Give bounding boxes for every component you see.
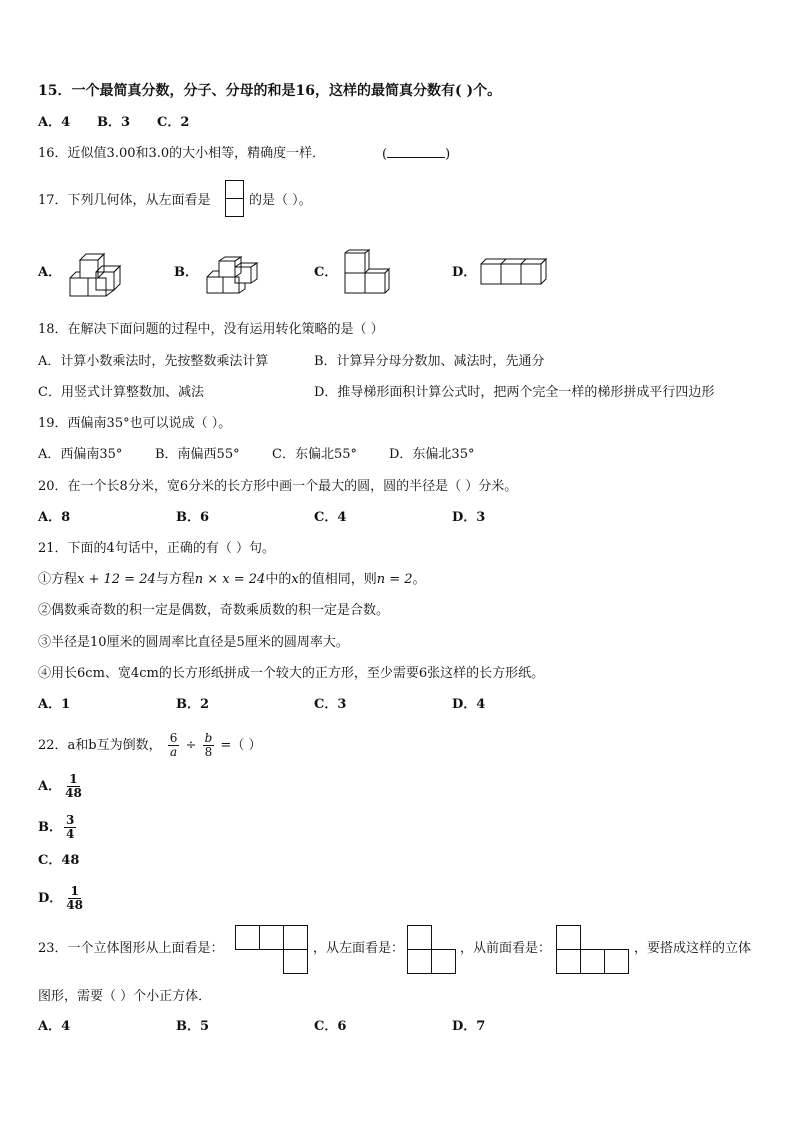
q22-option-b-numerator: 3: [66, 813, 75, 827]
q21-s1-part-a: ①方程: [38, 572, 78, 587]
q22-option-d-denominator: 48: [66, 898, 83, 912]
q16-answer-blank[interactable]: [382, 145, 450, 164]
q22-option-a-denominator: 48: [65, 786, 82, 800]
q17-option-d-label[interactable]: D．: [452, 265, 477, 280]
q21-s4-part-a: ④用长: [38, 666, 78, 681]
q22-f2-denominator: 8: [204, 745, 213, 759]
q16-stem: 16．近似值3.00和3.0的大小相等，精确度一样．: [38, 146, 326, 161]
q22-stem: [38, 732, 261, 759]
q21-option-d[interactable]: D．4: [452, 697, 486, 712]
q21-option-a[interactable]: A．1: [38, 697, 71, 712]
q16-paren-open: (: [382, 147, 388, 162]
q19-option-a[interactable]: A．西偏南35°: [38, 447, 123, 462]
q21-s4-unit-2: 4cm: [130, 666, 159, 681]
q18-option-b[interactable]: B．计算异分母分数加、减法时，先通分: [314, 354, 545, 369]
q21-option-b[interactable]: B．2: [176, 697, 210, 712]
q23-stem-part-2: ，从左面看是：: [313, 941, 405, 956]
q19-stem: 19．西偏南35°也可以说成（ ）。: [38, 416, 232, 431]
q22-option-a-fraction: [63, 773, 84, 800]
q22-operator: ÷: [185, 738, 197, 753]
q21-s1-variable: x: [291, 572, 299, 587]
q17-option-a-label[interactable]: A．: [38, 265, 62, 280]
q23-stem-part-4: ，要搭成这样的立体: [634, 941, 752, 956]
q21-s4-unit-1: 6cm: [77, 666, 105, 681]
q21-statement-4: [38, 665, 544, 683]
q19-option-c[interactable]: C．东偏北55°: [272, 447, 357, 462]
q23-stem-part-3: ，从前面看是：: [460, 941, 552, 956]
q22-option-b[interactable]: [38, 814, 78, 841]
q23-stem-part-1: 23．一个立体图形从上面看是：: [38, 941, 224, 956]
q20-option-a[interactable]: A．8: [38, 510, 71, 525]
q18-stem: 18．在解决下面问题的过程中，没有运用转化策略的是（ ）: [38, 322, 384, 337]
q21-s1-part-e: 。: [412, 572, 426, 587]
q20-option-d[interactable]: D．3: [452, 510, 486, 525]
q19-option-b[interactable]: B．南偏西55°: [155, 447, 240, 462]
q17-option-b-label[interactable]: B．: [174, 265, 198, 280]
q20-stem: 20．在一个长8分米，宽6分米的长方形中画一个最大的圆，圆的半径是（ ）分米。: [38, 479, 518, 494]
q22-f2-numerator: b: [204, 731, 213, 745]
q21-s1-equation-1: x + 12 = 24: [77, 572, 156, 587]
q20-option-c[interactable]: C．4: [314, 510, 347, 525]
q22-f1-numerator: 6: [169, 731, 178, 745]
q21-statement-3: ③半径是10厘米的圆周率比直径是5厘米的圆周率大。: [38, 635, 349, 650]
q22-option-d-fraction: [64, 885, 85, 912]
q21-s4-part-c: 的长方形纸拼成一个较大的正方形，至少需要6张这样的长方形纸。: [158, 666, 545, 681]
q16-blank-line[interactable]: [387, 145, 445, 158]
q21-s4-part-b: 、宽: [104, 666, 131, 681]
q23-top-view-figure: [235, 925, 309, 975]
q22-option-a-numerator: 1: [69, 772, 78, 786]
q21-stem: 21．下面的4句话中，正确的有（ ）句。: [38, 541, 275, 556]
q23-option-a[interactable]: A．4: [38, 1019, 71, 1034]
q21-statement-1: [38, 571, 426, 589]
q21-statement-2: ②偶数乘奇数的积一定是偶数，奇数乘质数的积一定是合数。: [38, 603, 390, 618]
q17-option-b-figure[interactable]: [205, 255, 257, 297]
q22-suffix: =（ ）: [220, 738, 262, 753]
q23-option-c[interactable]: C．6: [314, 1019, 347, 1034]
q15-option-a[interactable]: A．4: [38, 115, 71, 130]
q15-stem: 15．一个最简真分数，分子、分母的和是16，这样的最简真分数有( )个。: [38, 83, 502, 99]
q19-option-d[interactable]: D．东偏北35°: [389, 447, 475, 462]
q21-option-c[interactable]: C．3: [314, 697, 347, 712]
q22-f1-denominator: a: [170, 745, 178, 759]
q23-left-view-figure: [407, 925, 457, 975]
q23-option-b[interactable]: B．5: [176, 1019, 210, 1034]
q17-stem-suffix: 的是（ ）。: [249, 193, 312, 208]
q15-option-b[interactable]: B．3: [97, 115, 131, 130]
q17-stem-prefix: 17．下列几何体，从左面看是: [38, 193, 211, 208]
q22-option-d-numerator: 1: [70, 884, 79, 898]
q22-option-b-label: B．: [38, 820, 62, 835]
q22-option-b-denominator: 4: [66, 827, 75, 841]
q17-left-view-figure: [225, 180, 245, 218]
q21-s1-equation-2: n × x = 24: [194, 572, 266, 587]
q18-option-c[interactable]: C．用竖式计算整数加、减法: [38, 385, 204, 400]
q21-s1-part-d: 的值相同，则: [298, 572, 377, 587]
q23-option-d[interactable]: D．7: [452, 1019, 486, 1034]
q20-option-b[interactable]: B．6: [176, 510, 210, 525]
q18-option-d[interactable]: D．推导梯形面积计算公式时，把两个完全一样的梯形拼成平行四边形: [314, 385, 715, 400]
q17-option-c-label[interactable]: C．: [314, 265, 338, 280]
q21-s1-equation-3: n = 2: [376, 572, 413, 587]
q21-s1-part-b: 与方程: [155, 572, 195, 587]
q17-option-d-figure[interactable]: [480, 258, 546, 288]
q22-option-a[interactable]: [38, 773, 86, 800]
q22-fraction-1: [168, 732, 180, 759]
q22-option-d[interactable]: [38, 885, 87, 912]
q23-stem-line-2: 图形，需要（ ）个小正方体．: [38, 989, 212, 1004]
q17-option-a-figure[interactable]: [68, 248, 126, 300]
q23-front-view-figure: [556, 925, 630, 975]
q16-paren-close: ): [445, 147, 451, 162]
q22-option-a-label: A．: [38, 779, 62, 794]
q15-option-c[interactable]: C．2: [157, 115, 190, 130]
q22-option-b-fraction: [64, 814, 76, 841]
q18-option-a[interactable]: A．计算小数乘法时，先按整数乘法计算: [38, 354, 269, 369]
q22-option-c[interactable]: C．48: [38, 853, 80, 868]
q17-option-c-figure[interactable]: [344, 249, 394, 299]
q21-s1-part-c: 中的: [265, 572, 292, 587]
q22-prefix: 22．a和b互为倒数，: [38, 738, 162, 753]
q22-fraction-2: [203, 732, 215, 759]
q22-option-d-label: D．: [38, 891, 63, 906]
